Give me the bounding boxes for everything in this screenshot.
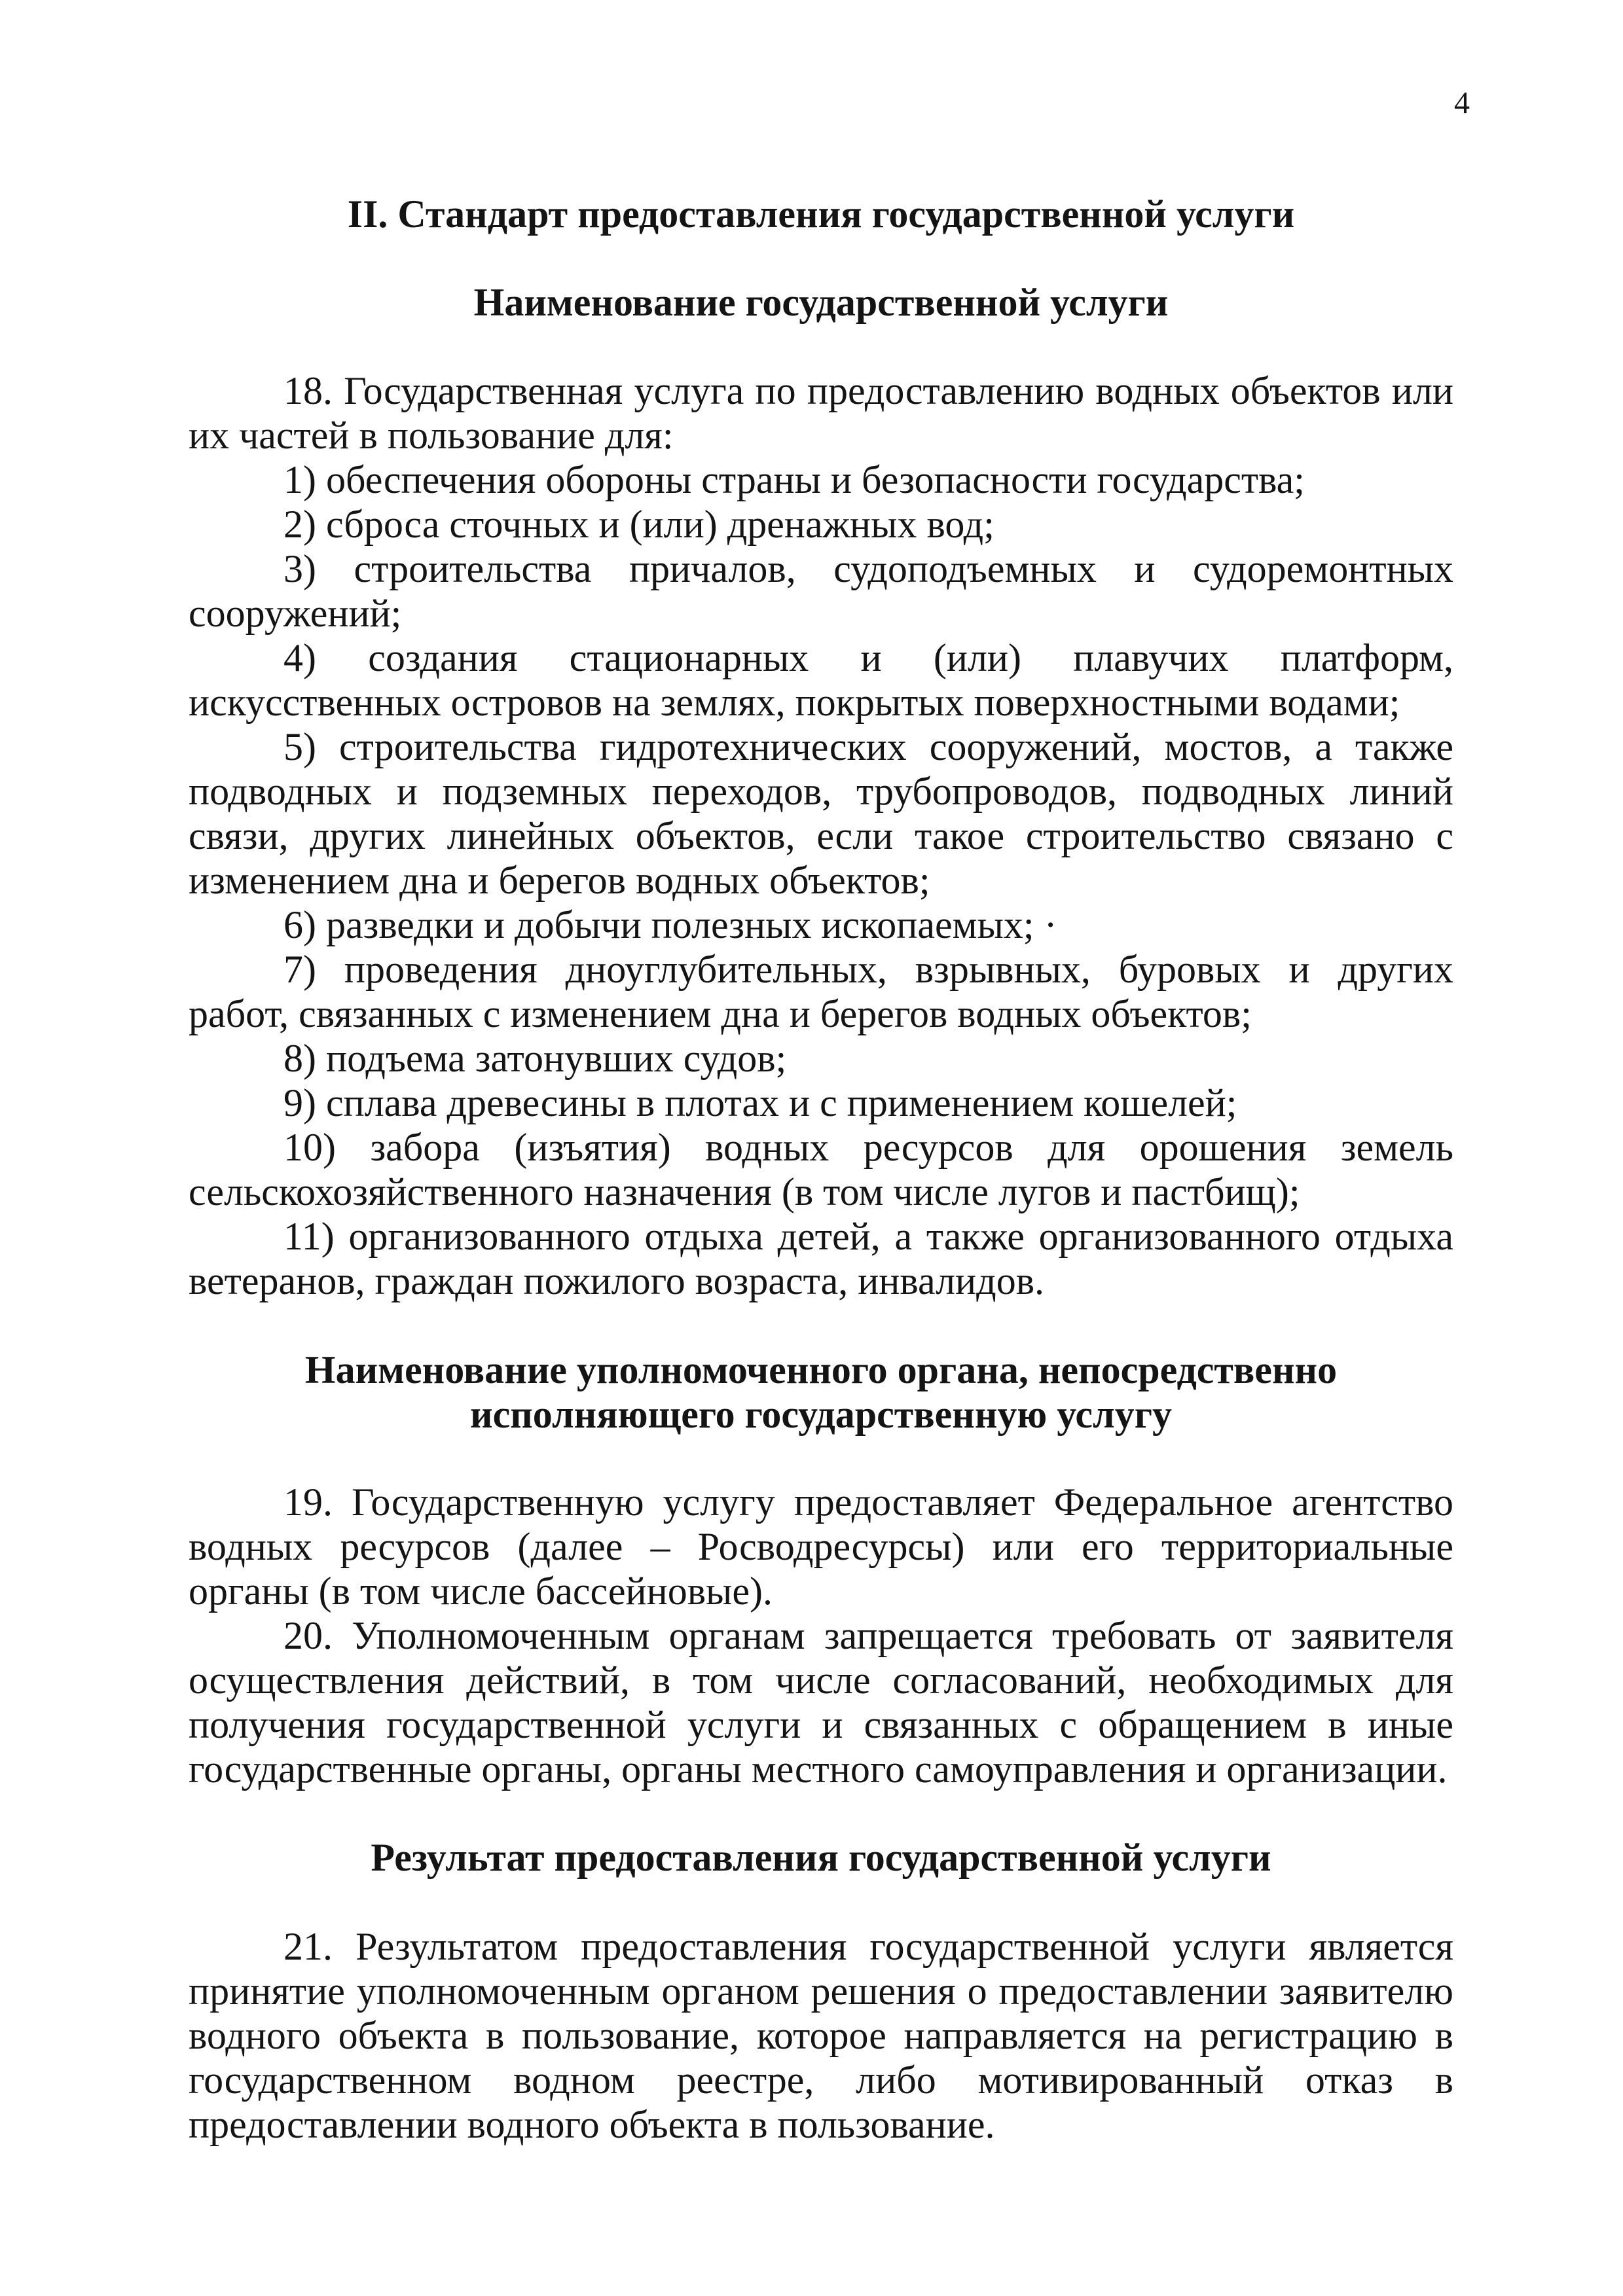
list-item: 4) создания стационарных и (или) плавучих платформ, искусственных островов на землях, покрытых поверхностными водами; — [189, 636, 1453, 724]
heading-authority-line1: Наименование уполномоченного органа, непосредственно — [304, 1348, 1338, 1391]
heading-authority — [189, 1348, 1453, 1437]
document-body — [189, 192, 1453, 2147]
paragraph-18: 18. Государственная услуга по предоставлению водных объектов или их частей в пользование для: — [189, 369, 1453, 457]
list-item: 6) разведки и добычи полезных ископаемых; · — [283, 903, 1057, 946]
heading-result: Результат предоставления государственной услуги — [371, 1836, 1271, 1879]
list-item: 2) сброса сточных и (или) дренажных вод; — [283, 503, 994, 546]
section-title: II. Стандарт предоставления государственной услуги — [347, 192, 1295, 236]
page-number: 4 — [1454, 86, 1470, 120]
list-item: 3) строительства причалов, судоподъемных и судоремонтных сооружений; — [189, 547, 1453, 635]
paragraph-19: 19. Государственную услугу предоставляет Федеральное агентство водных ресурсов (далее – Росводресурсы) или его территориальные органы (в том числе бассейновые). — [189, 1480, 1453, 1613]
list-item: 8) подъема затонувших судов; — [283, 1037, 787, 1080]
heading-authority-line2: исполняющего государственную услугу — [470, 1393, 1172, 1436]
heading-service-name: Наименование государственной услуги — [473, 281, 1169, 324]
paragraph-20: 20. Уполномоченным органам запрещается требовать от заявителя осуществления действий, в том числе согласований, необходимых для получения государственной услуги и связанных с обращением в иные государственные органы, органы местного самоуправления и организации. — [189, 1614, 1453, 1791]
list-item: 7) проведения дноуглубительных, взрывных, буровых и других работ, связанных с изменением дна и берегов водных объектов; — [189, 948, 1453, 1035]
list-item: 11) организованного отдыха детей, а также организованного отдыха ветеранов, граждан пожилого возраста, инвалидов. — [189, 1215, 1453, 1302]
list-item: 10) забора (изъятия) водных ресурсов для орошения земель сельскохозяйственного назначения (в том числе лугов и пастбищ); — [189, 1126, 1453, 1213]
list-item: 5) строительства гидротехнических сооружений, мостов, а также подводных и подземных переходов, трубопроводов, подводных линий связи, других линейных объектов, если такое строительство связано с изменением дна и берегов водных объектов; — [189, 725, 1453, 902]
paragraph-21: 21. Результатом предоставления государственной услуги является принятие уполномоченным органом решения о предоставлении заявителю водного объекта в пользование, которое направляется на регистрацию в государственном водном реестре, либо мотивированный отказ в предоставлении водного объекта в пользование. — [189, 1925, 1453, 2146]
list-item: 1) обеспечения обороны страны и безопасности государства; — [283, 458, 1305, 501]
list-item: 9) сплава древесины в плотах и с применением кошелей; — [283, 1081, 1237, 1124]
